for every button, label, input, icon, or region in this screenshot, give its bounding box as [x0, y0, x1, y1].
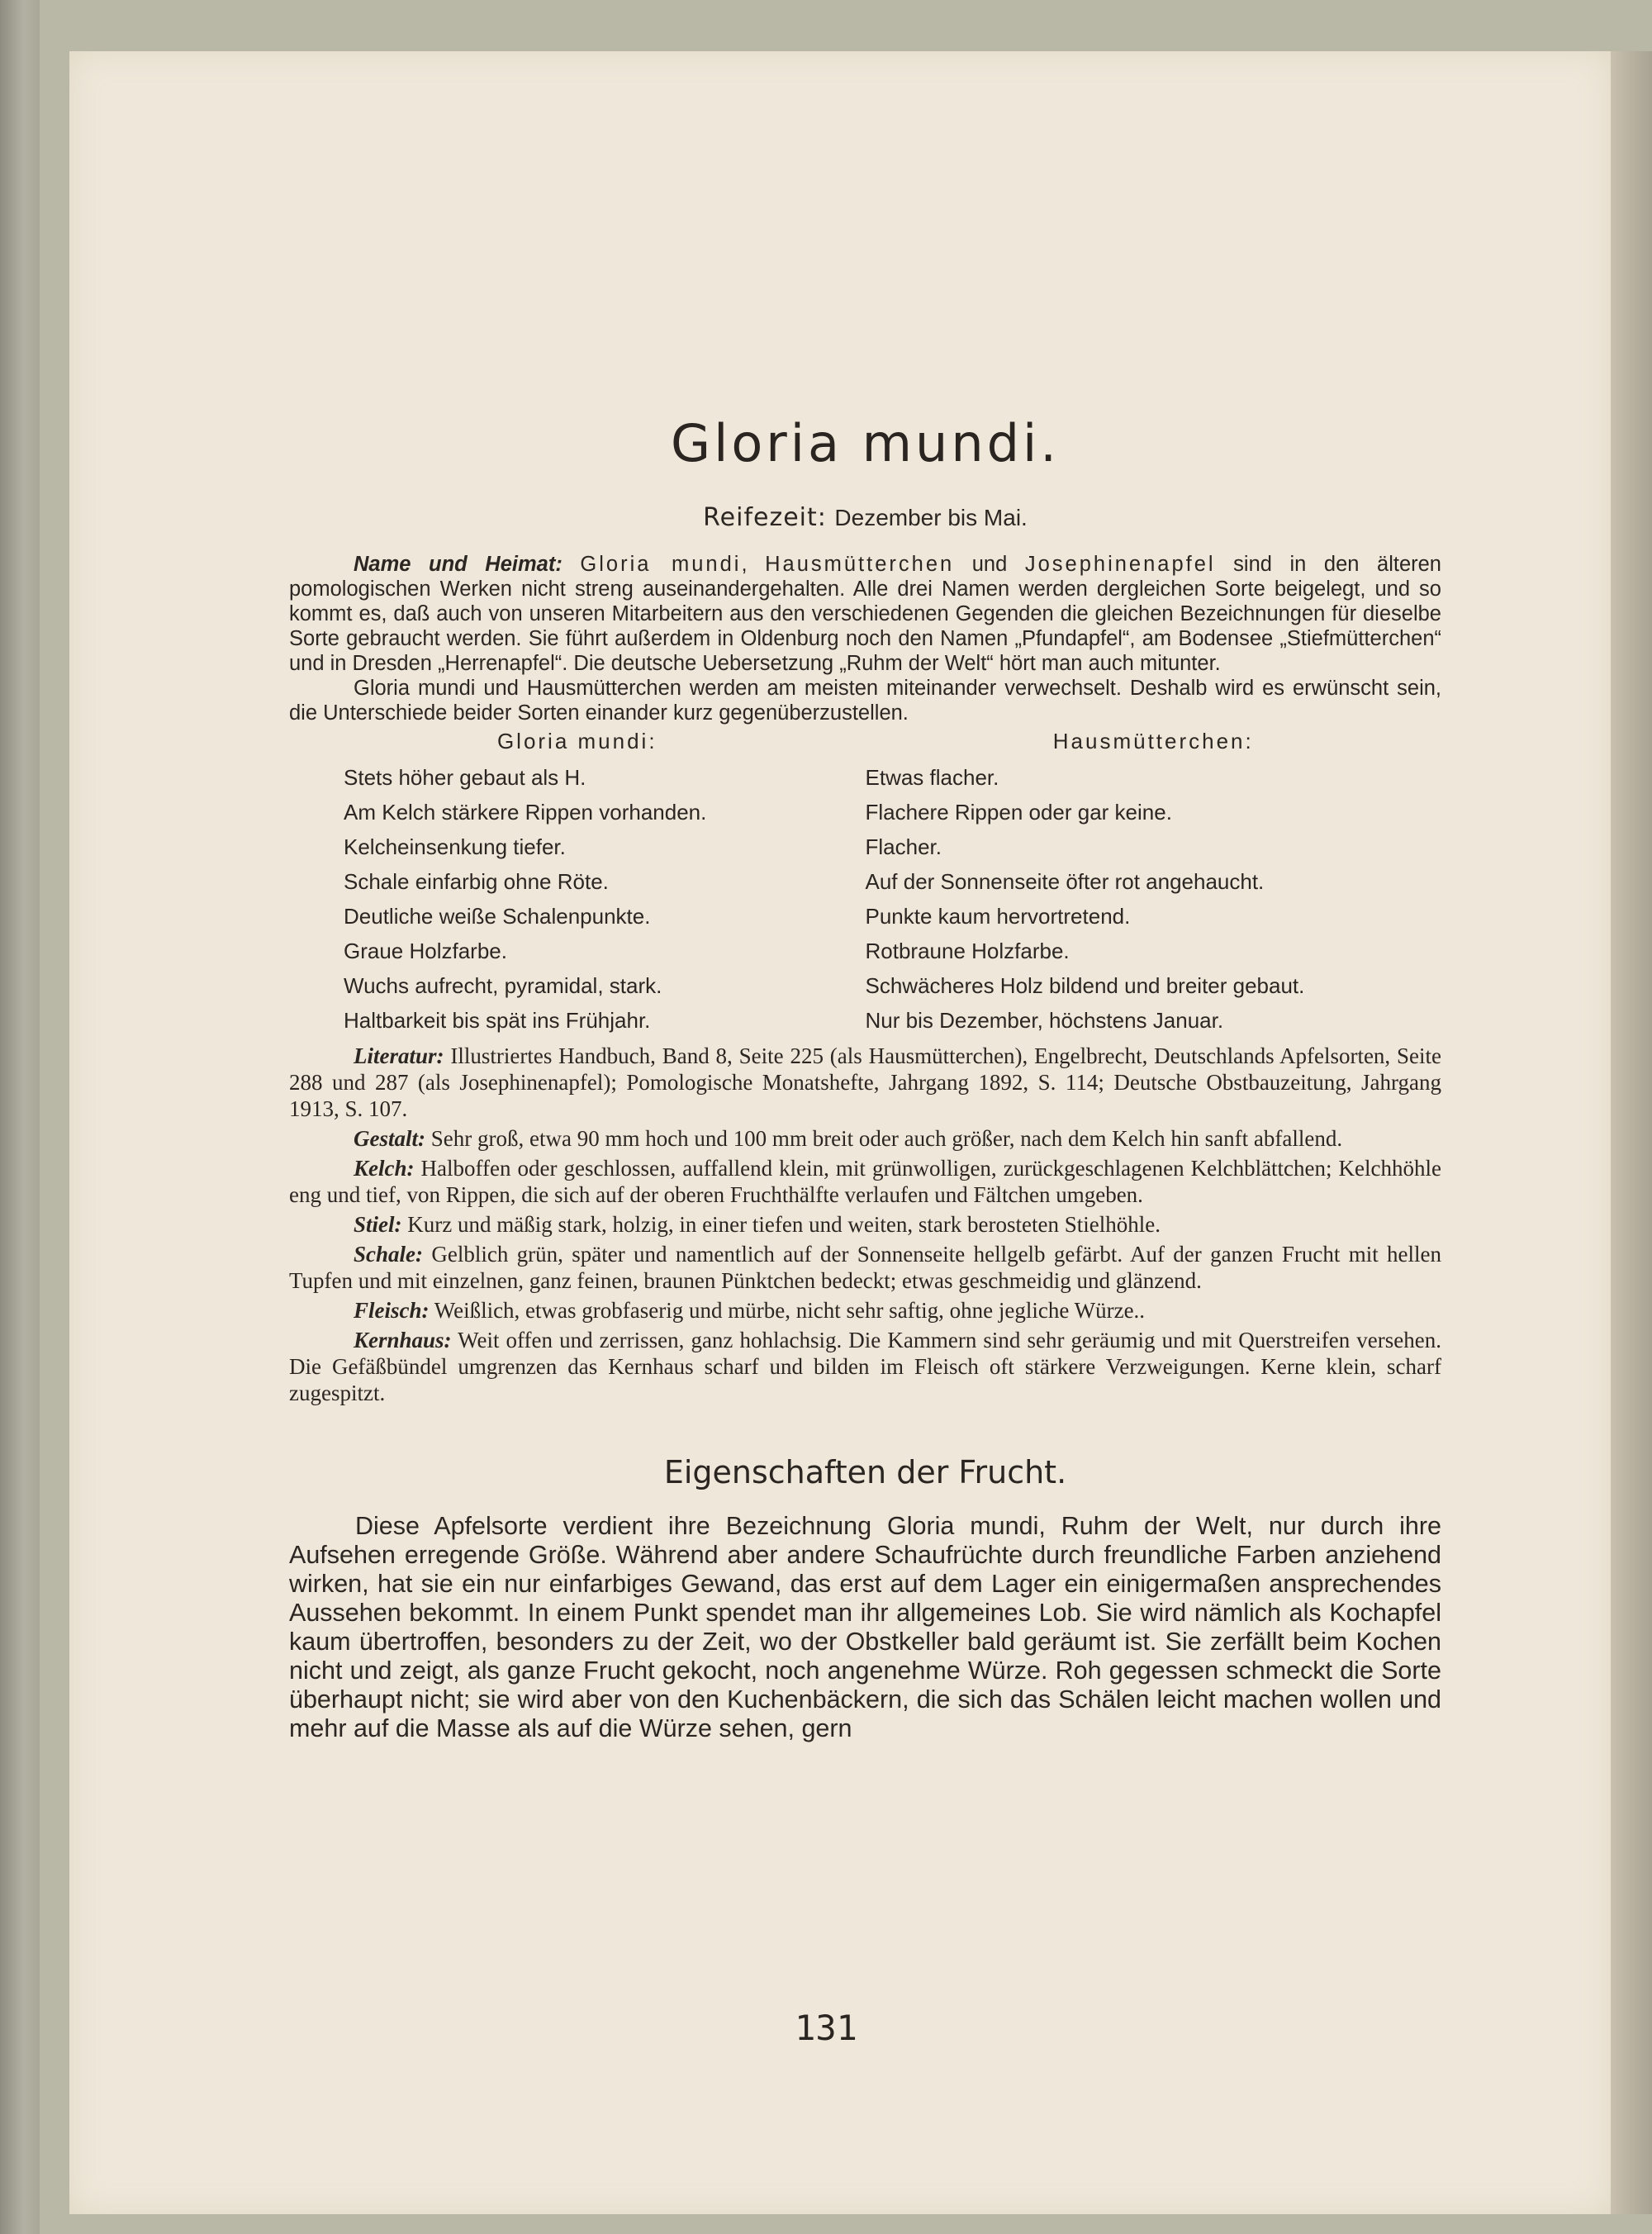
calyx-text: Halboffen oder geschlossen, auffallend klein, mit grünwolligen, zurückgeschlagenen Kelchblättchen; Kelchhöhle eng und tief, von Rippen, die sich auf der oberen Fruchthälfte verlaufen und Fältchen umgeben.: [289, 1156, 1441, 1207]
ripening-time-value: Dezember bis Mai.: [834, 505, 1028, 530]
fruit-properties-text: Diese Apfelsorte verdient ihre Bezeichnung Gloria mundi, Ruhm der Welt, nur durch ihre Aufsehen erregende Größe. Während aber andere Schaufrüchte durch freundliche Farben anziehend wirken, hat sie ein nur einfarbiges Gewand, das erst auf dem Lager ein einigermaßen ansprechendes Aussehen bekommt. In einem Punkt spendet man ihr allgemeines Lob. Sie wird nämlich als Kochapfel kaum übertroffen, besonders zu der Zeit, wo der Obstkeller bald geräumt ist. Sie zerfällt beim Kochen nicht und zeigt, als ganze Frucht gekocht, noch angenehme Würze. Roh gegessen schmeckt die Sorte überhaupt nicht; sie wird aber von den Kuchenbäckern, die sich das Schälen leicht machen wollen und mehr auf die Masse als auf die Würze sehen, gern: [289, 1512, 1441, 1742]
flesh-paragraph: [289, 1297, 1441, 1324]
intro-text: sind in den älteren pomologischen Werken nicht streng auseinandergehalten. Alle drei Namen werden dergleichen Sorte beigelegt, und so kommt es, daß auch von unseren Mitarbeitern aus den verschiedenen Gegenden die gleichen Bezeichnungen für dieselbe Sorte gebraucht werden. Sie führt außerdem in Oldenburg noch den Namen „Pfundapfel“, am Bodensee „Stiefmütterchen“ und in Dresden „Herrenapfel“. Die deutsche Uebersetzung „Ruhm der Welt“ hört man auch mitunter.: [289, 553, 1441, 675]
comparison-item: Schwächeres Holz bildend und breiter gebaut.: [865, 973, 1305, 998]
comparison-right-column: [866, 729, 1442, 1038]
core-text: Weit offen und zerrissen, ganz hohlachsig. Die Kammern sind sehr geräumig und mit Querstreifen versehen. Die Gefäßbündel umgrenzen das Kernhaus scharf und bilden im Fleisch oft stärkere Verzweigungen. Kerne klein, scharf zugespitzt.: [289, 1328, 1441, 1405]
comparison-item: Wuchs aufrecht, pyramidal, stark.: [344, 973, 662, 998]
core-label: Kernhaus:: [354, 1328, 452, 1352]
flesh-text: Weißlich, etwas grobfaserig und mürbe, nicht sehr saftig, ohne jegliche Würze..: [434, 1298, 1146, 1323]
intro-paragraph-2: Gloria mundi und Hausmütterchen werden am meisten miteinander verwechselt. Deshalb wird es erwünscht sein, die Unterschiede beider Sorten einander kurz gegenüberzustellen.: [289, 677, 1441, 725]
comparison-right-header: Hausmütterchen:: [1052, 729, 1254, 753]
book-binding: [0, 0, 40, 2234]
description-section: [289, 1043, 1441, 1406]
comparison-left-column: [289, 729, 866, 1038]
literature-text: Illustriertes Handbuch, Band 8, Seite 225 (als Hausmütterchen), Engelbrecht, Deutschlands Apfelsorten, Seite 288 und 287 (als Josephinenapfel); Pomologische Monatshefte, Jahrgang 1892, S. 114; Deutsche Obstbauzeitung, Jahrgang 1913, S. 107.: [289, 1043, 1442, 1121]
comparison-item: Rotbraune Holzfarbe.: [865, 939, 1070, 963]
comparison-item: Graue Holzfarbe.: [344, 939, 507, 963]
shape-paragraph: [289, 1125, 1441, 1152]
comparison-item: Nur bis Dezember, höchstens Januar.: [865, 1008, 1224, 1033]
stem-paragraph: [289, 1211, 1441, 1238]
ripening-time-label: Reifezeit:: [703, 503, 827, 532]
skin-label: Schale:: [354, 1242, 423, 1267]
skin-paragraph: [289, 1241, 1441, 1294]
comparison-table: [289, 729, 1441, 1038]
comparison-item: Etwas flacher.: [865, 765, 999, 790]
stem-label: Stiel:: [354, 1212, 402, 1237]
comparison-item: Stets höher gebaut als H.: [344, 765, 586, 790]
page-content: [289, 413, 1441, 1743]
page-number: 131: [795, 2008, 857, 2048]
comparison-item: Auf der Sonnenseite öfter rot angehaucht.: [865, 869, 1265, 894]
name-gloria: Gloria mundi: [580, 553, 742, 576]
comparison-item: Am Kelch stärkere Rippen vorhanden.: [344, 800, 707, 825]
shape-text: Sehr groß, etwa 90 mm hoch und 100 mm breit oder auch größer, nach dem Kelch hin sanft abfallend.: [430, 1126, 1343, 1151]
comparison-left-header: Gloria mundi:: [496, 729, 657, 753]
comparison-item: Haltbarkeit bis spät ins Frühjahr.: [344, 1008, 651, 1033]
conjunction: und: [971, 553, 1008, 576]
calyx-label: Kelch:: [354, 1156, 415, 1181]
fruit-properties-section: [289, 1512, 1441, 1743]
page-title: Gloria mundi.: [671, 413, 1060, 473]
name-hausmuetterchen: Hausmütterchen: [765, 553, 955, 576]
ripening-time: [289, 503, 1441, 532]
separator: ,: [741, 553, 748, 576]
literature-paragraph: [289, 1043, 1441, 1122]
page-edge: [1611, 51, 1652, 2214]
comparison-item: Deutliche weiße Schalenpunkte.: [344, 904, 651, 929]
comparison-item: Flachere Rippen oder gar keine.: [865, 800, 1172, 825]
intro-paragraph: [289, 552, 1441, 676]
intro-section: [289, 552, 1441, 725]
intro-label: Name und Heimat:: [354, 553, 563, 576]
literature-label: Literatur:: [354, 1043, 444, 1068]
calyx-paragraph: [289, 1155, 1441, 1208]
comparison-item: Schale einfarbig ohne Röte.: [344, 869, 609, 894]
name-josephinenapfel: Josephinenapfel: [1024, 553, 1216, 576]
flesh-label: Fleisch:: [354, 1298, 430, 1323]
skin-text: Gelblich grün, später und namentlich auf der Sonnenseite hellgelb gefärbt. Auf der ganzen Frucht mit hellen Tupfen und mit einzelnen, ganz feinen, braunen Pünktchen bedeckt; etwas geschmeidig und glänzend.: [289, 1242, 1442, 1293]
stem-text: Kurz und mäßig stark, holzig, in einer tiefen und weiten, stark berosteten Stielhöhle.: [407, 1212, 1161, 1237]
comparison-item: Flacher.: [865, 834, 942, 859]
core-paragraph: [289, 1327, 1441, 1406]
comparison-item: Punkte kaum hervortretend.: [865, 904, 1131, 929]
section-heading: Eigenschaften der Frucht.: [663, 1454, 1067, 1490]
comparison-item: Kelcheinsenkung tiefer.: [344, 834, 566, 859]
shape-label: Gestalt:: [354, 1126, 425, 1151]
